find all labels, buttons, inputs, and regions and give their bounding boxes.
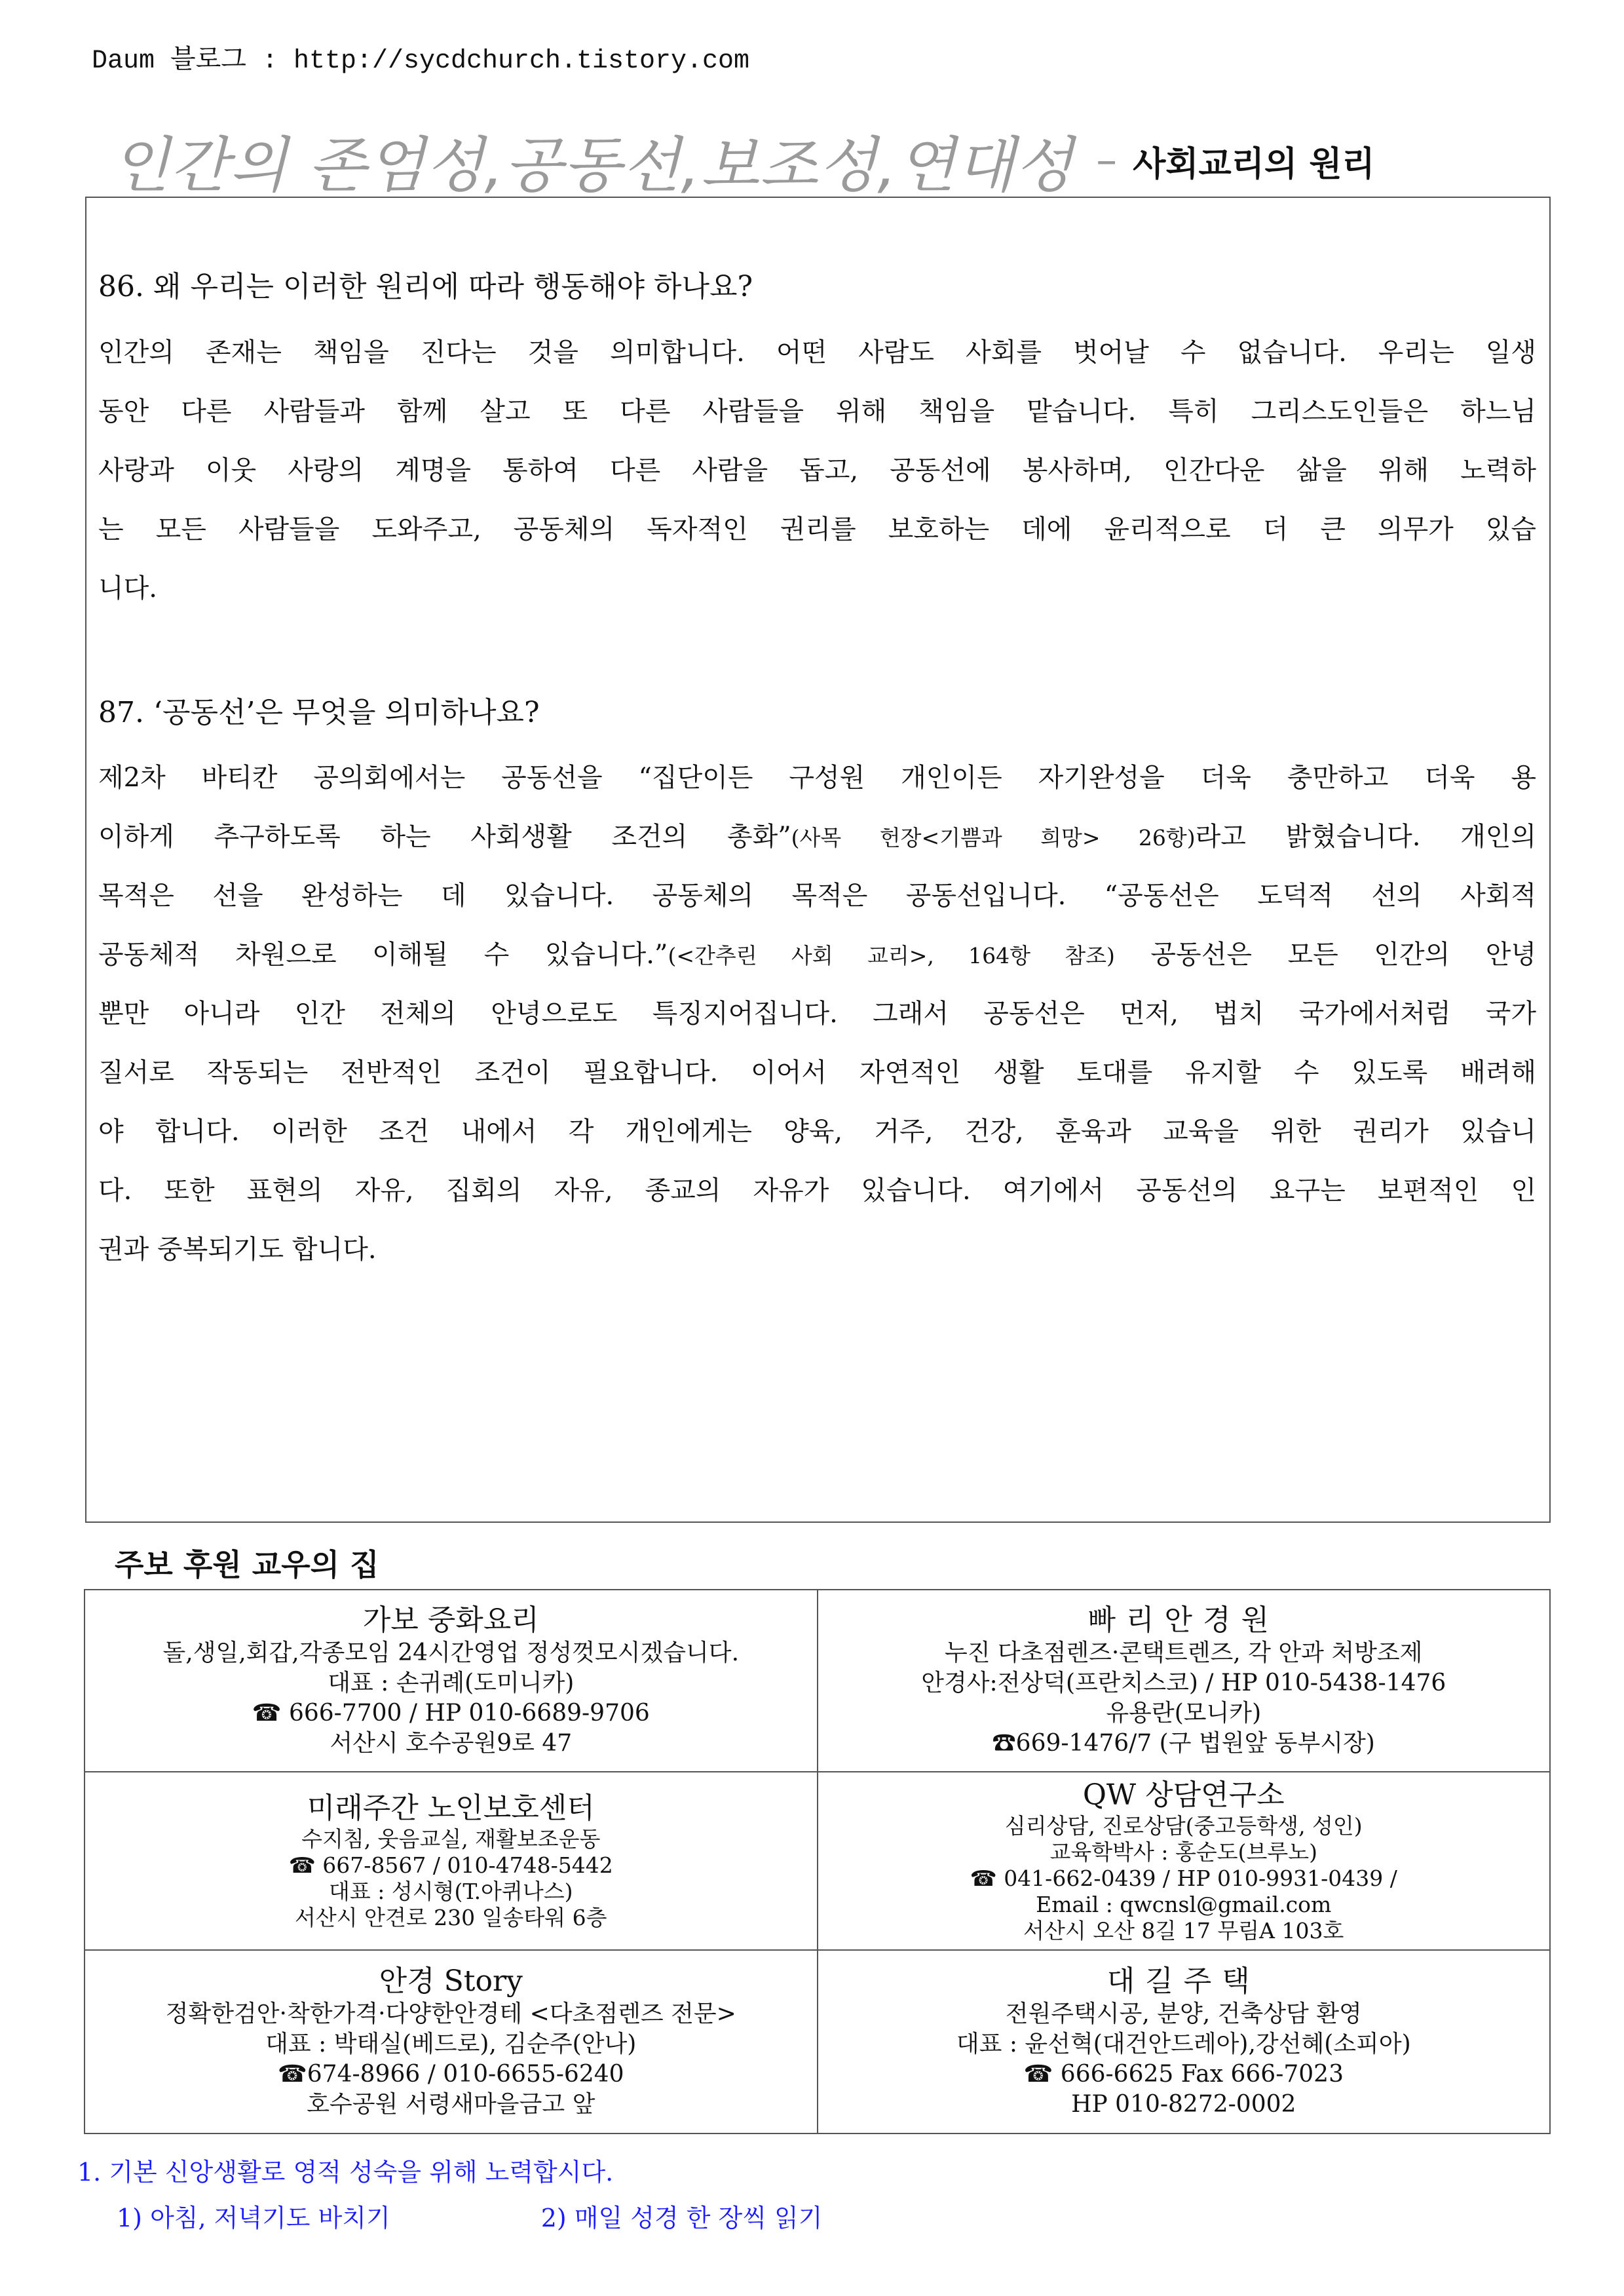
blog-url-header: Daum 블로그 : http://sycdchurch.tistory.com — [92, 47, 750, 76]
sponsor-ppari: 빠리안경원 누진 다초점렌즈·콘택트렌즈, 각 안과 처방조제 안경사:전상덕(프란치스코) / HP 010-5438-1476 유용란(모니카) ☎669-1476/7 (구 법원앞 동부시장) — [818, 1590, 1551, 1772]
sponsor-name: 대길주택 — [1106, 1964, 1260, 1998]
answer-86-line: 동안 다른 사람들과 함께 살고 또 다른 사람들을 위해 책임을 맡습니다. 특히 그리스도인들은 하느님 — [98, 396, 1536, 427]
page-title — [111, 118, 1553, 203]
answer-86-line: 는 모든 사람들을 도와주고, 공동체의 독자적인 권리를 보호하는 데에 윤리적으로 더 큰 의무가 있습 — [98, 514, 1536, 545]
answer-87-line: 다. 또한 표현의 자유, 집회의 자유, 종교의 자유가 있습니다. 여기에서 공동선의 요구는 보편적인 인 — [98, 1176, 1536, 1206]
answer-87-line: 목적은 선을 완성하는 데 있습니다. 공동체의 목적은 공동선입니다. “공동선은 도덕적 선의 사회적 — [98, 881, 1536, 911]
question-87: 87. ‘공동선’은 무엇을 의미하나요? — [98, 696, 540, 729]
answer-87 — [98, 748, 1536, 1279]
note-item: 1) 아침, 저녁기도 바치기 — [117, 2204, 390, 2232]
title-main: 인간의 존엄성,공동선,보조성,연대성 — [111, 130, 1074, 201]
answer-87-line: 제2차 바티칸 공의회에서는 공동선을 “집단이든 구성원 개인이든 자기완성을 더욱 충만하고 더욱 용 — [98, 763, 1536, 793]
answer-87-line: 이하게 추구하도록 하는 사회생활 조건의 총화”(사목 헌장<기쁨과 희망> 26항)라고 밝혔습니다. 개인의 — [98, 822, 1536, 852]
answer-86-line: 인간의 존재는 책임을 진다는 것을 의미합니다. 어떤 사람도 사회를 벗어날 수 없습니다. 우리는 일생 — [98, 337, 1536, 368]
answer-87-line: 야 합니다. 이러한 조건 내에서 각 개인에게는 양육, 거주, 건강, 훈육과 교육을 위한 권리가 있습니 — [98, 1117, 1536, 1147]
sponsor-daegil: 대길주택 전원주택시공, 분양, 건축상담 환영 대표 : 윤선혁(대건안드레아),강선혜(소피아) ☎ 666-6625 Fax 666-7023 HP 010-8272-0002 — [818, 1950, 1551, 2133]
answer-86-line: 사랑과 이웃 사랑의 계명을 통하여 다른 사람을 돕고, 공동선에 봉사하며, 인간다운 삶을 위해 노력하 — [98, 455, 1536, 486]
answer-87-line: 질서로 작동되는 전반적인 조건이 필요합니다. 이어서 자연적인 생활 토대를 유지할 수 있도록 배려해 — [98, 1058, 1536, 1088]
note-line: 1. 기본 신앙생활로 영적 성숙을 위해 노력합시다. — [77, 2158, 614, 2187]
note-items — [117, 2198, 822, 2238]
sponsor-table — [84, 1589, 1551, 2134]
sponsor-name: QW 상담연구소 — [1082, 1778, 1285, 1812]
sponsor-name: 가보 중화요리 — [362, 1603, 539, 1637]
sponsor-story: 안경 Story 정확한검안·착한가격·다양한안경테 <다초점렌즈 전문> 대표 : 박태실(베드로), 김순주(안나) ☎674-8966 / 010-6655-6240 호수공원 서령새마을금고 앞 — [85, 1950, 818, 2133]
answer-86 — [98, 323, 1536, 618]
sponsor-name: 빠리안경원 — [1087, 1603, 1280, 1637]
title-subtitle: 사회교리의 원리 — [1133, 144, 1375, 184]
title-dash: – — [1096, 136, 1118, 185]
sponsor-name: 안경 Story — [379, 1964, 523, 1998]
sponsor-qw: QW 상담연구소 심리상담, 진로상담(중고등학생, 성인) 교육학박사 : 홍순도(브루노) ☎ 041-662-0439 / HP 010-9931-0439 / Email : qwcnsl@gmail.com 서산시 오산 8길 17 무림A 103호 — [818, 1772, 1551, 1950]
question-86: 86. 왜 우리는 이러한 원리에 따라 행동해야 하나요? — [98, 270, 753, 303]
note-item: 2) 매일 성경 한 장씩 읽기 — [540, 2204, 823, 2232]
sponsor-heading: 주보 후원 교우의 집 — [115, 1547, 379, 1582]
sponsor-mirae: 미래주간 노인보호센터 수지침, 웃음교실, 재활보조운동 ☎ 667-8567 / 010-4748-5442 대표 : 성시형(T.아퀴나스) 서산시 안견로 230 일송타워 6층 — [85, 1772, 818, 1950]
answer-87-line: 권과 중복되기도 합니다. — [98, 1234, 377, 1265]
sponsor-gabo: 가보 중화요리 돌,생일,회갑,각종모임 24시간영업 정성껏모시겠습니다. 대표 : 손귀례(도미니카) ☎ 666-7700 / HP 010-6689-9706 서산시 호수공원9로 47 — [85, 1590, 818, 1772]
reference-gaudium-et-spes: (사목 헌장<기쁨과 희망> 26항) — [791, 825, 1196, 851]
answer-87-line: 뿐만 아니라 인간 전체의 안녕으로도 특징지어집니다. 그래서 공동선은 먼저, 법치 국가에서처럼 국가 — [98, 999, 1536, 1029]
sponsor-name: 미래주간 노인보호센터 — [307, 1791, 595, 1825]
reference-compendium: (<간추린 사회 교리>, 164항 참조) — [668, 943, 1115, 968]
answer-87-line: 공동체적 차원으로 이해될 수 있습니다.”(<간추린 사회 교리>, 164항 참조) 공동선은 모든 인간의 안녕 — [98, 940, 1536, 970]
faith-life-notes — [77, 2152, 823, 2232]
answer-86-line: 니다. — [98, 573, 157, 603]
